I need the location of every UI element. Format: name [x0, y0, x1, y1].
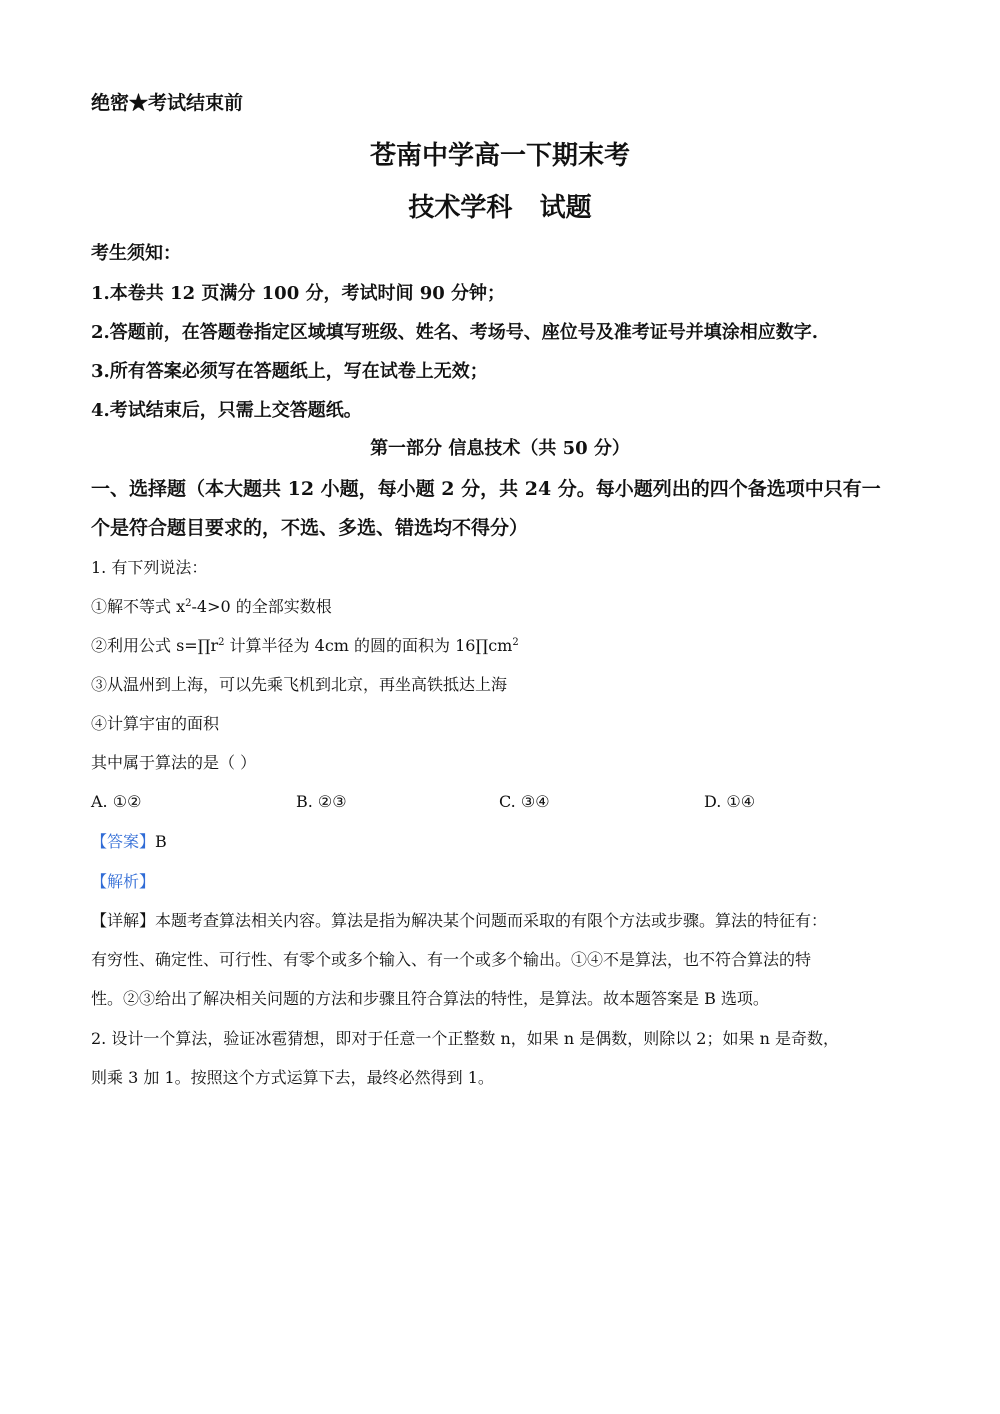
option-d: D. ①④ — [704, 792, 756, 811]
analysis-tag: 【解析】 — [91, 872, 156, 891]
answer-line — [91, 834, 167, 850]
question-1-statement-4: ④计算宇宙的面积 — [91, 714, 220, 733]
detail-line-1 — [91, 913, 827, 929]
statement-2-text-b: 计算半径为 4cm 的圆的面积为 16∏cm — [224, 636, 513, 655]
statement-1-superscript: 2 — [185, 598, 192, 609]
question-2-line-1: 2. 设计一个算法，验证冰雹猜想，即对于任意一个正整数 n，如果 n 是偶数，则除以 2；如果 n 是奇数， — [91, 1029, 839, 1048]
notice-item-4: 4.考试结束后，只需上交答题纸。 — [91, 400, 362, 421]
statement-2-text-a: ②利用公式 s=∏r — [91, 636, 219, 655]
question-1-statement-3: ③从温州到上海，可以先乘飞机到北京，再坐高铁抵达上海 — [91, 675, 508, 694]
secret-label: 绝密★考试结束前 — [91, 92, 244, 114]
option-b: B. ②③ — [296, 792, 347, 811]
option-c: C. ③④ — [499, 792, 550, 811]
detail-line-2: 有穷性、确定性、可行性、有零个或多个输入、有一个或多个输出。①④不是算法，也不符合算法的特 — [91, 950, 812, 969]
statement-2-superscript-2: 2 — [512, 637, 519, 648]
section-heading-line-2: 个是符合题目要求的，不选、多选、错选均不得分） — [91, 517, 529, 539]
part-title: 第一部分 信息技术（共 50 分） — [370, 438, 630, 459]
statement-1-text-b: -4>0 的全部实数根 — [191, 597, 332, 616]
detail-text-1: 本题考查算法相关内容。算法是指为解决某个问题而采取的有限个方法或步骤。算法的特征有： — [155, 911, 828, 930]
section-heading-line-1: 一、选择题（本大题共 12 小题，每小题 2 分，共 24 分。每小题列出的四个备选项中只有一 — [91, 478, 881, 500]
exam-subtitle: 技术学科 试题 — [408, 193, 592, 223]
notice-heading: 考生须知： — [91, 243, 181, 264]
question-2-line-2: 则乘 3 加 1。按照这个方式运算下去，最终必然得到 1。 — [91, 1068, 494, 1087]
statement-1-text-a: ①解不等式 x — [91, 597, 186, 616]
question-1-statement-1 — [91, 599, 332, 615]
notice-item-1: 1.本卷共 12 页满分 100 分，考试时间 90 分钟； — [91, 283, 506, 304]
option-a: A. ①② — [91, 792, 142, 811]
question-1-statement-2 — [91, 638, 519, 654]
exam-title: 苍南中学高一下期末考 — [369, 141, 630, 171]
detail-tag: 【详解】 — [91, 911, 156, 930]
answer-tag: 【答案】 — [91, 832, 156, 851]
answer-value: B — [155, 832, 167, 851]
question-1-prompt: 其中属于算法的是（ ） — [91, 753, 257, 772]
question-1-stem: 1. 有下列说法： — [91, 558, 208, 577]
notice-item-3: 3.所有答案必须写在答题纸上，写在试卷上无效； — [91, 361, 488, 382]
detail-line-3: 性。②③给出了解决相关问题的方法和步骤且符合算法的特性，是算法。故本题答案是 B 选项。 — [91, 989, 769, 1008]
statement-2-superscript-1: 2 — [218, 637, 225, 648]
notice-item-2: 2.答题前，在答题卷指定区域填写班级、姓名、考场号、座位号及准考证号并填涂相应数字. — [91, 322, 819, 343]
